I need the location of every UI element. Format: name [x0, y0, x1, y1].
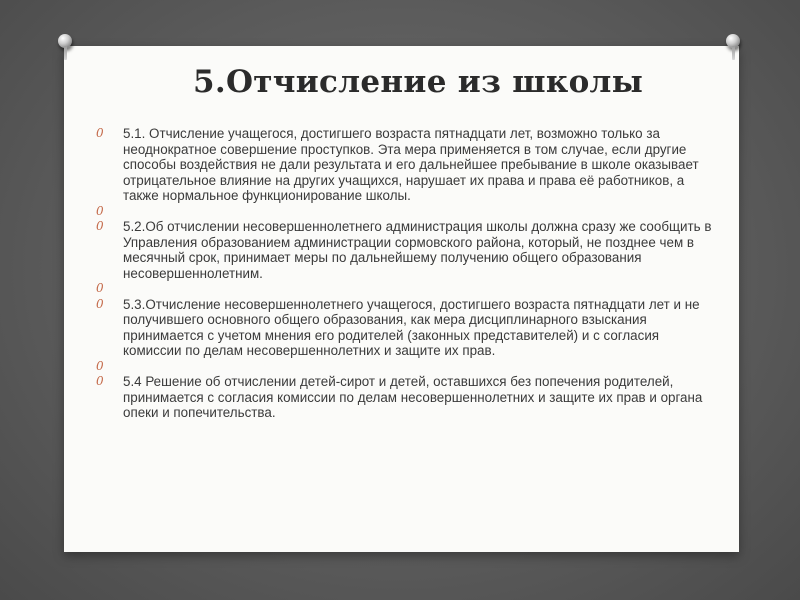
list-item-text: 5.4 Решение об отчислении детей-сирот и детей, оставшихся без попечения родителей, принимается с согласия комиссии по делам несовершеннолетних и защите их прав и органа опеки и попечительства. — [123, 374, 703, 420]
list-item — [96, 359, 716, 375]
list-item — [96, 297, 716, 359]
list-item — [96, 281, 716, 297]
list-item — [96, 219, 716, 281]
list-item-text: 5.1. Отчисление учащегося, достигшего возраста пятнадцати лет, возможно только за неоднократное совершение проступков. Эта мера применяется в том случае, если другие способы воздействия не дали результата и его дальнейшее пребывание в школе оказывает отрицательное влияние на других учащихся, нарушает их права и права её работников, а также нормальное функционирование школы. — [123, 126, 699, 203]
bullet-list — [96, 126, 716, 421]
bullet-icon: 0 — [96, 358, 104, 373]
bullet-icon: 0 — [96, 126, 104, 140]
bullet-icon: 0 — [96, 296, 104, 311]
bullet-icon: 0 — [96, 219, 104, 233]
bullet-icon: 0 — [96, 281, 104, 295]
bullet-icon: 0 — [96, 203, 104, 218]
list-item — [96, 204, 716, 220]
pushpin-icon — [58, 34, 72, 48]
list-item — [96, 374, 716, 421]
list-item-text: 5.3.Отчисление несовершеннолетнего учащегося, достигшего возраста пятнадцати лет и не получившего основного общего образования, как мера дисциплинарного взыскания принимается с учетом мнения его родителей (законных представителей) и с согласия комиссии по делам несовершеннолетних и защите их прав. — [123, 296, 700, 358]
pushpin-icon — [726, 34, 740, 48]
page-title: 5.Отчисление из школы — [193, 64, 644, 100]
list-item-text: 5.2.Об отчислении несовершеннолетнего администрация школы должна сразу же сообщить в Управления образованием администрации сормовского района, который, не позднее чем в месячный срок, принимает меры по дальнейшему получению общего образования несовершеннолетним. — [123, 219, 712, 281]
bullet-icon: 0 — [96, 374, 104, 388]
list-item — [96, 126, 716, 204]
